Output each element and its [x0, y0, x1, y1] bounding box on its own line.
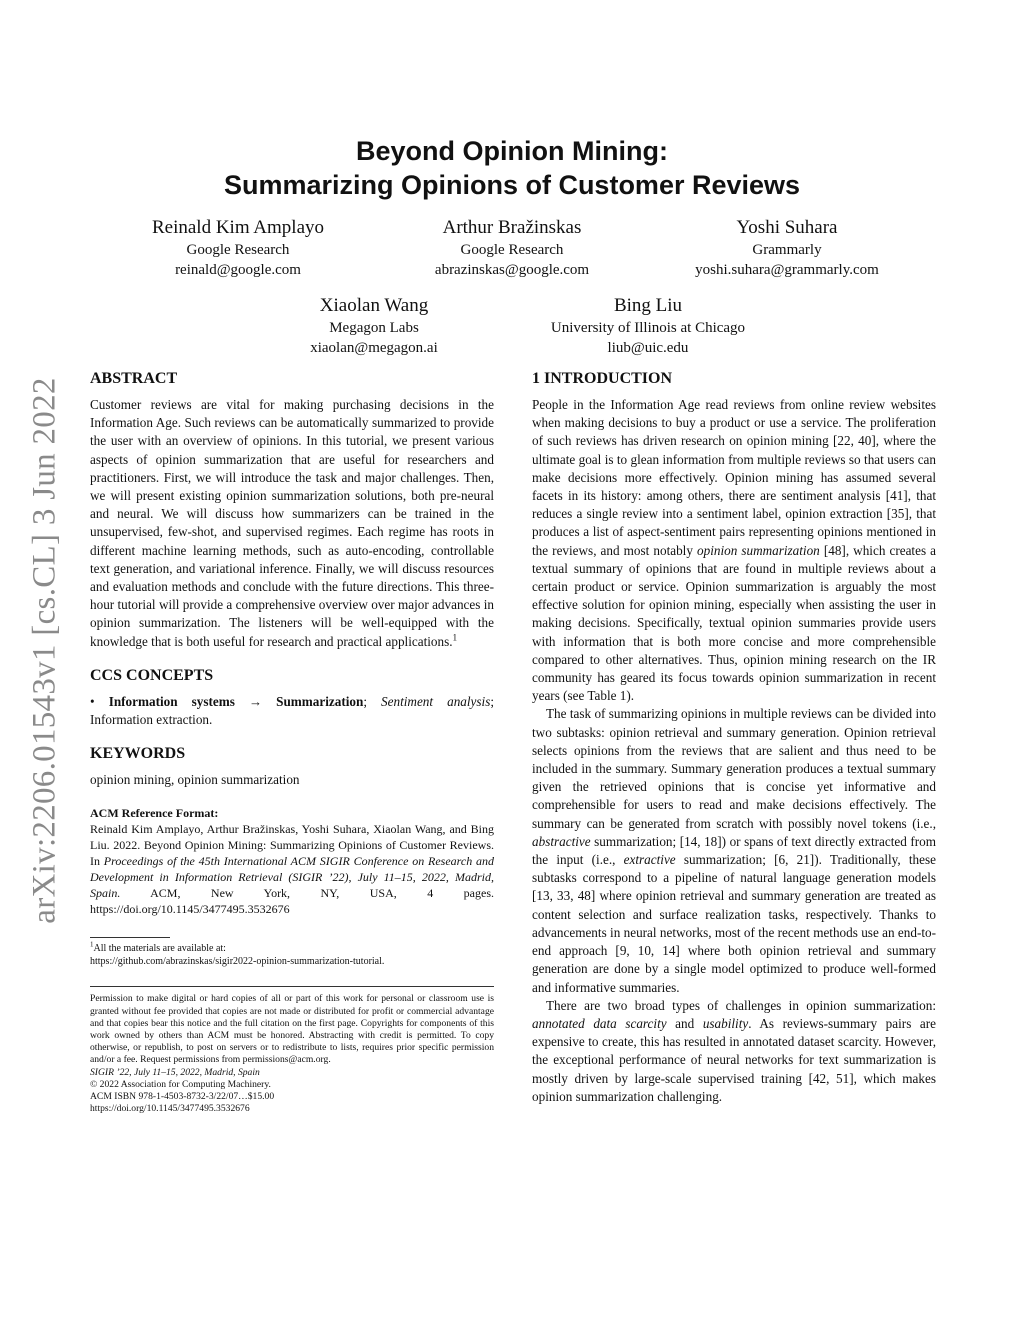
author-affiliation: Megagon Labs [329, 320, 419, 336]
arxiv-identifier [20, 370, 70, 930]
doi-link[interactable]: https://doi.org/10.1145/3477495.3532676 [90, 1103, 250, 1115]
footnote-mark: 1 [90, 941, 94, 950]
footnote-ref[interactable]: 1 [452, 632, 458, 643]
abstract-text [90, 396, 494, 651]
intro-p2-c: summarization; [6, 21]). Traditionally, these subtasks correspond to a pipeline of natural language generation models [13, 33, 48] where opinion retrieval and summary generation are treated as content selection and surface realization tasks, respectively. Thanks to advancements in neural networks, most of the recent methods use an end-to-end approach [9, 10, 14] where both opinion retrieval and summary generation are done by a single model optimized to produce well-formed and informative summaries. [532, 852, 936, 995]
title-line-2: Summarizing Opinions of Customer Reviews [223, 170, 801, 200]
footnote [90, 942, 494, 968]
intro-p2-italic-2: extractive [623, 852, 676, 868]
author-block [627, 215, 947, 280]
intro-p1-b: [48], which creates a textual summary of opinions that are found in multiple reviews about a certain product or service. Opinion summarization is arguably the most effective solution for opinion mining, especially when assisting the user in making decisions. Specifically, textual opinion summaries provide users with information that is both more concise and more comprehensible compared to other alternatives. Thus, opinion mining research on the IR community has geared its focus towards opinion summarization in recent years (see Table 1). [532, 542, 936, 704]
author-affiliation: University of Illinois at Chicago [550, 320, 746, 336]
author-name: Xiaolan Wang [319, 295, 429, 316]
conference-italic: SIGIR ’22, July 11–15, 2022, Madrid, Spain [90, 1066, 260, 1078]
arxiv-id-text: arXiv:2206.01543v1 [cs.CL] 3 Jun 2022 [26, 376, 63, 924]
author-affiliation: Grammarly [752, 242, 822, 258]
acm-italic: Proceedings of the 45th International ACM SIGIR Conference on Research and Development in Information Retrieval (SIGIR ’22), July 11–15, 2022, Madrid, Spain. [90, 854, 494, 901]
intro-p2-b: summarization; [14, 18]) or spans of text directly extracted from the input (i.e., [532, 833, 936, 868]
acm-plain-2: ACM, New York, NY, USA, 4 pages. https://doi.org/10.1145/3477495.3532676 [90, 886, 494, 917]
ccs-arrow: → [234, 693, 277, 709]
abstract-heading: ABSTRACT [90, 370, 178, 387]
intro-p3-c: . As reviews-summary pairs are expensive to create, this has resulted in annotated dataset scarcity. However, the exceptional performance of neural networks for text summarization is mostly driven by large-scale supervised training [42, 51], which makes opinion summarization challenging. [532, 1015, 936, 1104]
acm-plain-1: Reinald Kim Amplayo, Arthur Bražinskas, Yoshi Suhara, Xiaolan Wang, and Bing Liu. 2022. Beyond Opinion Mining: Summarizing Opinions of Customer Reviews. In [90, 822, 494, 869]
ccs-rest: ; Information extraction. [90, 693, 495, 728]
intro-p3-italic-1: annotated data scarcity [532, 1015, 667, 1031]
author-block [352, 215, 672, 280]
author-email[interactable]: abrazinskas@google.com [434, 262, 590, 278]
abstract-body: Customer reviews are vital for making purchasing decisions in the Information Age. Such reviews can be automatically summarized to provide the user with an overview of opinions. In this tutorial, we present various aspects of opinion summarization that are useful for researchers and practitioners. First, we will introduce the task and major challenges. Then, we will present existing opinion summarization solutions, both pre-neural and neural. We will discuss how summarizers can be trained in the unsupervised, few-shot, and supervised regimes. Each regime has roots in different machine learning methods, such as auto-encoding, controllable text generation, and variational inference. Finally, we will discuss resources and evaluation methods and conclude with the future directions. This three-hour tutorial will provide a comprehensive overview over major advances in opinion summarization. The listeners will be well-equipped with the knowledge that is both useful for research and practical applications. [90, 397, 494, 649]
footnote-divider [90, 937, 170, 938]
ccs-text [90, 693, 494, 729]
permission-divider [90, 986, 494, 987]
acm-reference-text [90, 821, 494, 917]
ccs-sep: ; [363, 693, 382, 709]
footnote-line-1: All the materials are available at: [93, 943, 226, 955]
author-email[interactable]: reinald@google.com [175, 262, 301, 278]
keywords-heading: KEYWORDS [90, 745, 186, 763]
copyright-line: © 2022 Association for Computing Machinery. [90, 1078, 271, 1090]
ccs-bold-1: Information systems [108, 693, 235, 709]
intro-paragraph-2 [532, 705, 936, 996]
intro-paragraph-1 [532, 396, 936, 705]
author-block [78, 215, 398, 280]
ccs-heading: CCS CONCEPTS [90, 666, 214, 684]
author-email[interactable]: xiaolan@megagon.ai [310, 340, 438, 356]
author-block [488, 293, 808, 358]
author-email[interactable]: yoshi.suhara@grammarly.com [695, 262, 879, 278]
intro-p1-italic: opinion summarization [697, 542, 820, 558]
ccs-bullet: • [90, 693, 95, 709]
intro-p2-a: The task of summarizing opinions in multiple reviews can be divided into two subtasks: opinion retrieval and summary generation. Opinion retrieval selects opinions from the reviews that are salient and thus need to be included in the summary. Summary generation produces a textual summary given the retrieved opinions that is concise yet informative and comprehensible for users to read and make decisions effectively. The summary can be generated from scratch with possibly novel tokens (i.e., [532, 706, 936, 831]
intro-paragraph-3 [532, 997, 936, 1106]
intro-p1-a: People in the Information Age read reviews from online review websites when making decisions to buy a product or use a service. The proliferation of such reviews has driven research on opinion mining [22, 40], where the ultimate goal is to glean information from multiple reviews so that users can make decisions more effectively. Opinion mining has assumed several facets in its history: among others, there are sentiment analysis [41], that reduces a single review into a sentiment label, opinion extraction [35], that produces a list of aspect-sentiment pairs representing opinions mentioned in the reviews, and most notably [532, 397, 936, 558]
author-affiliation: Google Research [186, 242, 290, 258]
acm-reference-heading: ACM Reference Format: [90, 806, 219, 821]
ccs-italic: Sentiment analysis [381, 693, 491, 709]
intro-p3-italic-2: usability [702, 1015, 749, 1031]
right-column [532, 368, 936, 1106]
author-name: Yoshi Suhara [736, 217, 838, 238]
author-affiliation: Google Research [460, 242, 564, 258]
author-email[interactable]: liub@uic.edu [607, 340, 689, 356]
paper-title [0, 134, 1024, 202]
left-column [90, 368, 494, 1115]
title-line-1: Beyond Opinion Mining: [356, 136, 668, 166]
isbn-line: ACM ISBN 978-1-4503-8732-3/22/07…$15.00 [90, 1091, 275, 1103]
permission-text: Permission to make digital or hard copies of all or part of this work for personal or classroom use is granted without fee provided that copies are not made or distributed for profit or commercial advantage and that copies bear this notice and the full citation on the first page. Copyrights for components of this work owned by others than ACM must be honored. Abstracting with credit is permitted. To copy otherwise, or republish, to post on servers or to redistribute to lists, requires prior specific permission and/or a fee. Request permissions from permissions@acm.org. [90, 993, 494, 1066]
introduction-heading: 1 INTRODUCTION [532, 370, 673, 387]
author-name: Reinald Kim Amplayo [151, 217, 325, 238]
footnote-link[interactable]: https://github.com/abrazinskas/sigir2022-opinion-summarization-tutorial. [90, 956, 385, 968]
author-name: Arthur Bražinskas [442, 217, 582, 238]
keywords-text: opinion mining, opinion summarization [90, 772, 300, 788]
author-name: Bing Liu [613, 295, 683, 316]
intro-p2-italic-1: abstractive [532, 833, 591, 849]
conference-line [90, 1067, 494, 1079]
intro-p3-b: and [666, 1015, 703, 1031]
author-block [214, 293, 534, 358]
ccs-bold-2: Summarization [276, 693, 364, 709]
intro-p3-a: There are two broad types of challenges in opinion summarization: [546, 997, 936, 1013]
